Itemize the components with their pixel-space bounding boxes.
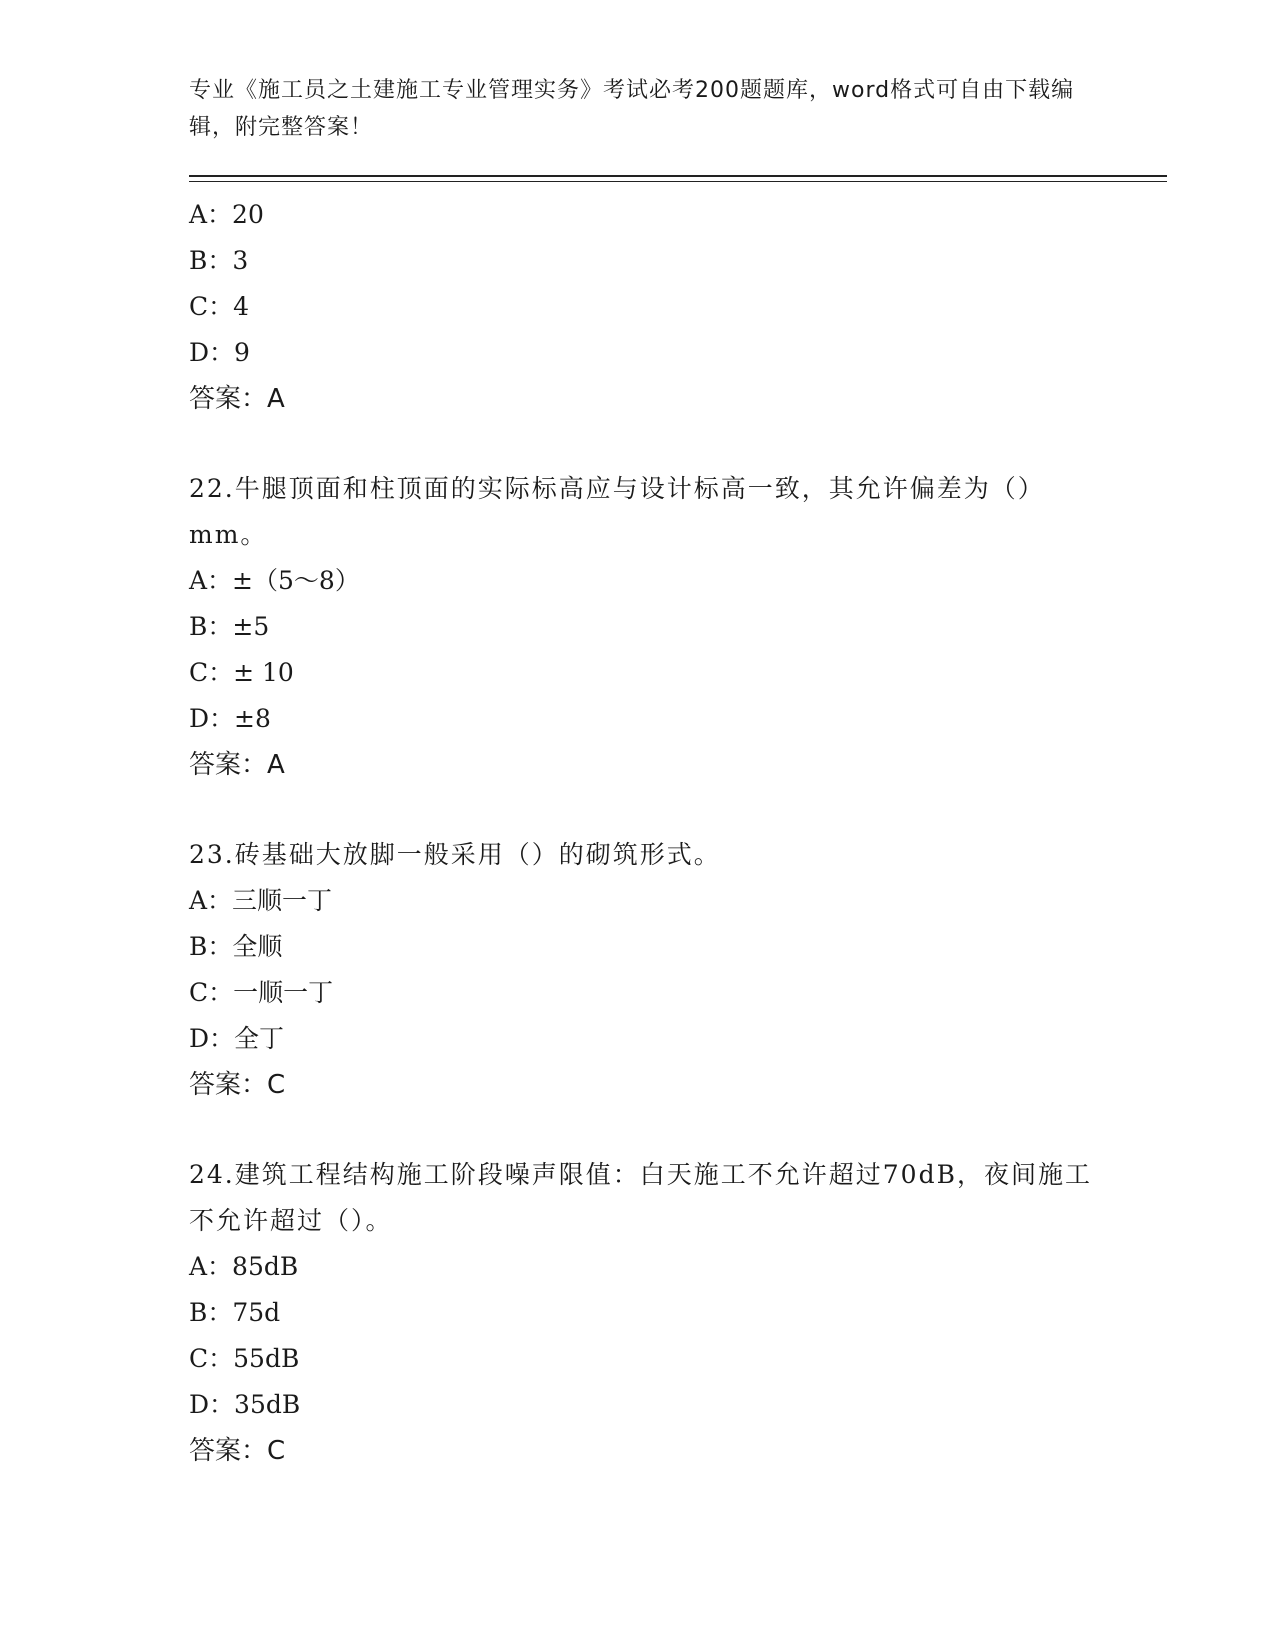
answer-label: 答案：A xyxy=(189,384,285,414)
option-c: C：一顺一丁 xyxy=(189,978,334,1007)
option-b: B：3 xyxy=(189,246,249,275)
option-a: A：三顺一丁 xyxy=(189,886,333,915)
option-c: C：± 10 xyxy=(189,658,294,687)
option-a: A：±（5～8） xyxy=(189,566,360,595)
document-header: 专业《施工员之土建施工专业管理实务》考试必考200题题库，word格式可自由下载编辑，附完整答案！ xyxy=(189,78,1075,140)
option-d: D：35dB xyxy=(189,1390,301,1419)
question-23 xyxy=(189,832,1149,1108)
question-stem: 24.建筑工程结构施工阶段噪声限值：白天施工不允许超过70dB，夜间施工不允许超过（）。 xyxy=(189,1160,1092,1235)
option-d: D：9 xyxy=(189,338,250,367)
option-c: C：4 xyxy=(189,292,250,321)
option-a: A：20 xyxy=(189,200,264,229)
option-d: D：±8 xyxy=(189,704,271,733)
option-c: C：55dB xyxy=(189,1344,300,1373)
question-24 xyxy=(189,1152,1149,1474)
option-d: D：全丁 xyxy=(189,1024,285,1053)
question-22 xyxy=(189,466,1149,788)
answer-label: 答案：C xyxy=(189,1070,286,1100)
question-stem: 23.砖基础大放脚一般采用（）的砌筑形式。 xyxy=(189,840,721,869)
question-list xyxy=(189,192,1149,1518)
option-b: B：全顺 xyxy=(189,932,283,961)
option-b: B：75d xyxy=(189,1298,281,1327)
answer-label: 答案：A xyxy=(189,750,285,780)
question-stem: 22.牛腿顶面和柱顶面的实际标高应与设计标高一致，其允许偏差为（）mm。 xyxy=(189,474,1045,549)
header-rule-thick xyxy=(189,175,1167,177)
question-21 xyxy=(189,192,1149,422)
option-a: A：85dB xyxy=(189,1252,299,1281)
header-rule-thin xyxy=(189,181,1167,182)
option-b: B：±5 xyxy=(189,612,270,641)
answer-label: 答案：C xyxy=(189,1436,286,1466)
